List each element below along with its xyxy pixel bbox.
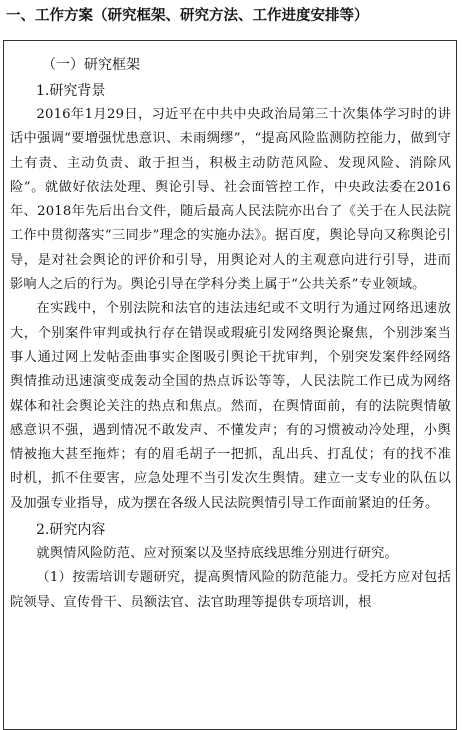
framework-box [3,40,457,730]
subsection-title: （一）研究框架 [42,57,140,73]
content-paragraph-2: （1）按需培训专题研究，提高舆情风险的防范能力。受托方应对包括院领导、宣传骨干、员额法官、法官助理等提供专项培训，根 [10,570,451,610]
content-title: 2.研究内容 [36,522,106,539]
background-paragraph-2: 在实践中，个别法院和法官的违法违纪或不文明行为通过网络迅速放大，个别案件审判或执行存在错误或瑕疵引发网络舆论聚焦，个别涉案当事人通过网上发帖歪曲事实企图吸引舆论干扰审判，个别突发案件经网络舆情推动迅速演变成轰动全国的热点诉讼等等，人民法院工作已成为网络媒体和社会舆论关注的热点和焦点。然而，在舆情面前，有的法院舆情敏感意识不强，遇到情况不敢发声、不懂发声；有的习惯被动冷处理，小舆情被拖大甚至拖炸；有的眉毛胡子一把抓，乱出兵、打乱仗；有的找不准时机，抓不住要害，应急处理不当引发次生舆情。建立一支专业的队伍以及加强专业指导，成为摆在各级人民法院舆情引导工作面前紧迫的任务。 [10,301,451,511]
section-heading: 一、工作方案（研究框架、研究方法、工作进度安排等） [6,8,369,24]
background-paragraph-1: 2016年1月29日，习近平在中共中央政治局第三十次集体学习时的讲话中强调“要增强忧患意识、未雨绸缪”，“提高风险监测防控能力，做到守土有责、主动负责、敢于担当，积极主动防范风险、发现风险、消除风险”。就做好依法处理、舆论引导、社会面管控工作，中央政法委在2016年、2018年先后出台文件，随后最高人民法院亦出台了《关于在人民法院工作中贯彻落实“三同步”理念的实施办法》。据百度，舆论导向又称舆论引导，是对社会舆论的评价和引导，用舆论对人的主观意向进行引导，进而影响人之后的行为。舆论引导在学科分类上属于“公共关系”专业领域。 [10,107,451,293]
background-title: 1.研究背景 [36,83,106,99]
content-paragraph-1: 就舆情风险防范、应对预案以及坚持底线思维分别进行研究。 [36,546,398,562]
